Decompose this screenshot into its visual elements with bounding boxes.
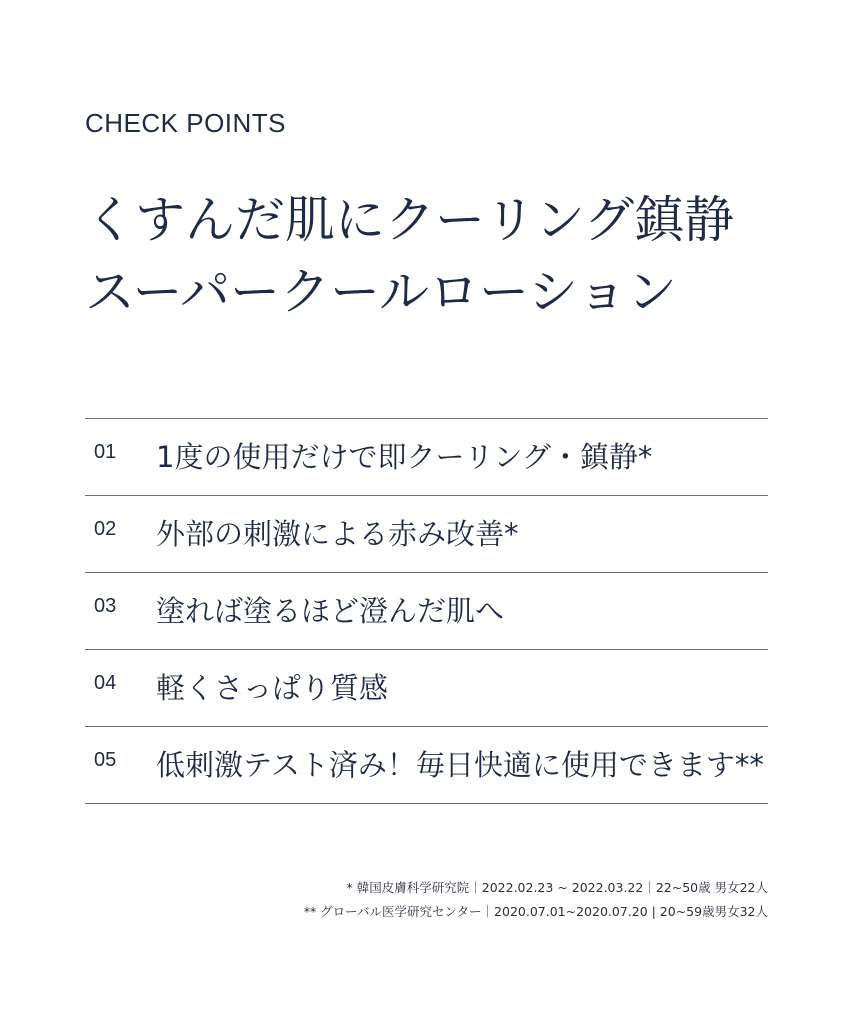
point-number: 02 <box>94 518 117 540</box>
footnotes <box>304 876 768 924</box>
point-number: 03 <box>94 595 117 617</box>
point-number: 01 <box>94 441 117 463</box>
check-point-04 <box>85 650 768 727</box>
headline-line-1: くすんだ肌にクーリング鎮静 <box>85 191 734 249</box>
footnote-2: ** グローバル医学研究センター｜2020.07.01~2020.07.20 | 20~59歳男女32人 <box>303 904 768 919</box>
headline <box>85 184 785 328</box>
point-text: 低刺激テスト済み！毎日快適に使用できます** <box>156 748 764 782</box>
check-point-02 <box>85 496 768 573</box>
point-text: 1度の使用だけで即クーリング・鎮静* <box>156 440 653 474</box>
check-point-05 <box>85 727 768 804</box>
point-number: 05 <box>94 749 117 771</box>
point-text: 塗れば塗るほど澄んだ肌へ <box>156 594 505 628</box>
point-text: 軽くさっぱり質感 <box>156 671 389 705</box>
check-points-list <box>85 418 768 804</box>
point-number: 04 <box>94 672 117 694</box>
check-point-01 <box>85 419 768 496</box>
eyebrow-title: CHECK POINTS <box>85 108 287 138</box>
footnote-1: * 韓国皮膚科学研究院｜2022.02.23 ~ 2022.03.22｜22~50歳 男女22人 <box>346 880 768 895</box>
check-point-03 <box>85 573 768 650</box>
point-text: 外部の刺激による赤み改善* <box>156 517 519 551</box>
headline-line-2: スーパークールローション <box>85 263 677 321</box>
